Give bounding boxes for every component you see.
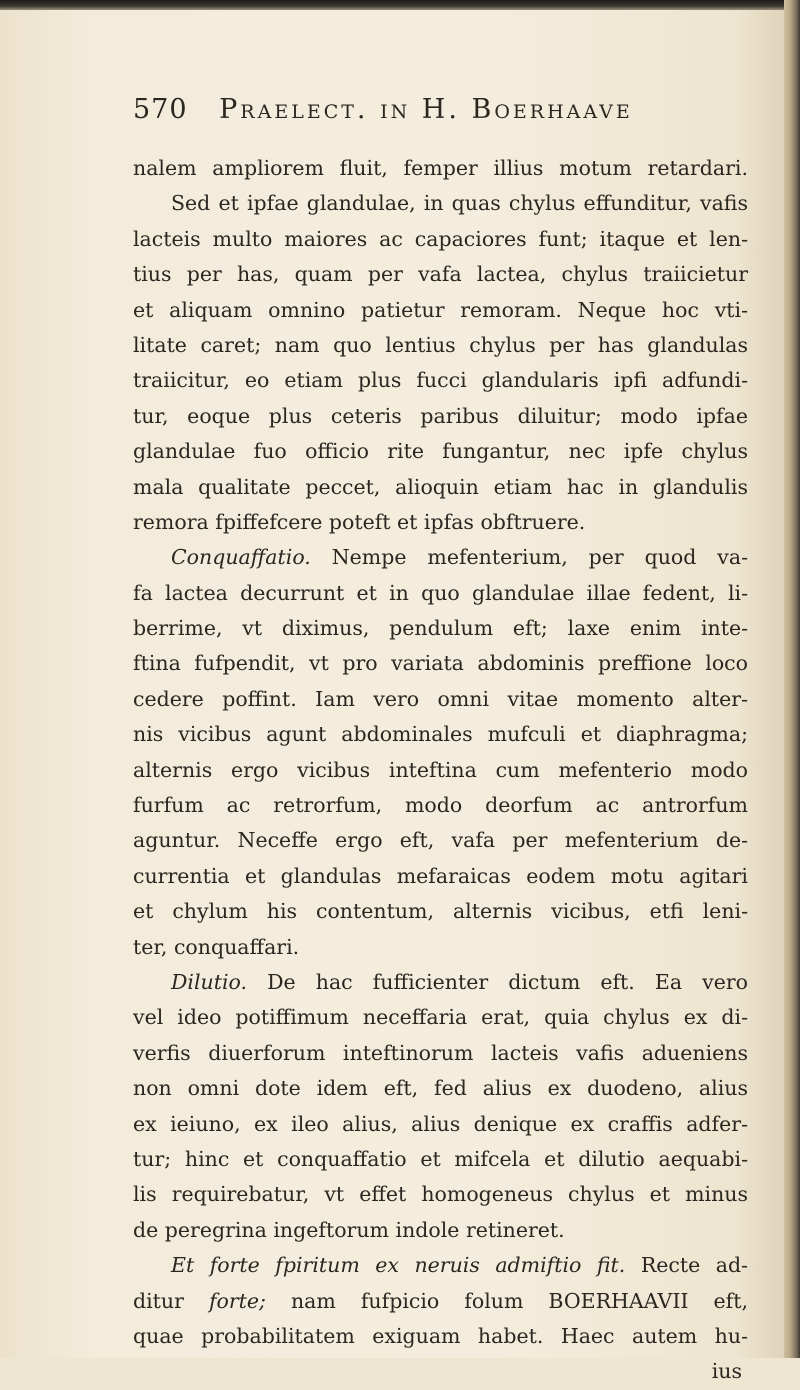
text-line: [133, 1213, 748, 1248]
text-line: [133, 399, 748, 434]
text-segment: ter, conquaffari.: [133, 934, 300, 959]
italic-segment: Dilutio.: [171, 969, 248, 994]
text-line: [133, 646, 748, 681]
text-segment: nalem ampliorem fluit, femper illius motum retardari.: [133, 156, 748, 180]
text-segment: aguntur. Neceffe ergo eft, vafa per mefenterium de-: [133, 828, 748, 853]
top-edge-shadow: [0, 0, 800, 10]
text-segment: verfis diuerforum inteftinorum lacteis vafis adueniens: [133, 1040, 748, 1065]
text-line: [133, 1142, 748, 1177]
catchword: [133, 1354, 748, 1389]
text-segment: Recte ad-: [625, 1253, 748, 1278]
text-line: [133, 788, 748, 823]
text-segment: nis vicibus agunt abdominales mufculi et diaphragma;: [133, 722, 748, 747]
text-line: [133, 1177, 748, 1212]
text-line: [133, 470, 748, 505]
text-segment: traiicitur, eo etiam plus fucci glandularis ipfi adfundi-: [133, 368, 748, 393]
text-segment: cedere poffint. Iam vero omni vitae momento alter-: [133, 686, 748, 711]
text-line: [133, 257, 748, 292]
text-line: [133, 930, 748, 965]
text-segment: nam fufpicio folum BOERHAAVII eft,: [265, 1288, 749, 1313]
text-line: [133, 363, 748, 398]
text-segment: tur, eoque plus ceteris paribus diluitur; modo ipfae: [133, 403, 748, 428]
text-line: [133, 1248, 748, 1283]
text-line: [133, 186, 748, 221]
text-line: [133, 1036, 748, 1071]
text-segment: vel ideo potiffimum neceffaria erat, quia chylus ex di-: [133, 1005, 748, 1030]
text-segment: glandulae fuo officio rite fungantur, nec ipfe chylus: [133, 439, 748, 464]
text-segment: furfum ac retrorfum, modo deorfum ac antrorfum: [133, 793, 748, 818]
text-line: [133, 717, 748, 752]
running-title: Praelect. in H. Boerhaave: [219, 94, 633, 125]
text-line: [133, 293, 748, 328]
text-segment: ius: [711, 1359, 742, 1384]
text-segment: berrime, vt diximus, pendulum eft; laxe enim inte-: [133, 616, 748, 641]
text-line: [133, 894, 748, 929]
text-segment: ditur: [133, 1288, 209, 1313]
text-line: [133, 611, 748, 646]
text-line: [133, 576, 748, 611]
text-line: [133, 859, 748, 894]
text-line: [133, 753, 748, 788]
text-segment: de peregrina ingeftorum indole retineret.: [133, 1217, 565, 1242]
text-segment: Nempe mefenterium, per quod va-: [310, 545, 748, 570]
text-segment: alternis ergo vicibus inteftina cum mefenterio modo: [133, 757, 748, 782]
text-line: [133, 328, 748, 363]
text-line: [133, 1000, 748, 1035]
page-gutter-edge: [784, 0, 800, 1358]
text-segment: ex ieiuno, ex ileo alius, alius denique ex craffis adfer-: [133, 1111, 748, 1136]
text-line: [133, 682, 748, 717]
text-line: [133, 222, 748, 257]
text-segment: lacteis multo maiores ac capaciores funt; itaque et len-: [133, 226, 748, 251]
text-segment: De hac fufficienter dictum eft. Ea vero: [247, 969, 748, 994]
body-text: [133, 151, 748, 1390]
italic-segment: Et forte fpiritum ex neruis admiftio fit.: [171, 1253, 626, 1278]
text-line: [133, 1071, 748, 1106]
text-segment: remora fpiffefcere poteft et ipfas obftruere.: [133, 509, 586, 534]
text-segment: mala qualitate peccet, alioquin etiam hac in glandulis: [133, 474, 748, 499]
text-segment: litate caret; nam quo lentius chylus per has glandulas: [133, 332, 748, 357]
text-line: [133, 1284, 748, 1319]
text-segment: quae probabilitatem exiguam habet. Haec autem hu-: [133, 1323, 748, 1348]
italic-segment: Conquaffatio.: [171, 545, 311, 570]
text-segment: Sed et ipfae glandulae, in quas chylus effunditur, vafis: [171, 191, 748, 216]
italic-segment: forte;: [208, 1288, 266, 1313]
text-line: [133, 505, 748, 540]
text-segment: non omni dote idem eft, fed alius ex duodeno, alius: [133, 1076, 748, 1101]
text-segment: lis requirebatur, vt effet homogeneus chylus et minus: [133, 1182, 748, 1207]
text-line: [133, 823, 748, 858]
text-line: [133, 965, 748, 1000]
running-head: [133, 94, 733, 134]
text-segment: et chylum his contentum, alternis vicibus, etfi leni-: [133, 899, 748, 924]
text-segment: tur; hinc et conquaffatio et mifcela et dilutio aequabi-: [133, 1146, 748, 1171]
text-line: [133, 151, 748, 186]
text-line: [133, 1107, 748, 1142]
text-segment: ftina fufpendit, vt pro variata abdominis preffione loco: [133, 651, 748, 676]
text-line: [133, 540, 748, 575]
text-line: [133, 1319, 748, 1354]
text-line: [133, 434, 748, 469]
text-segment: fa lactea decurrunt et in quo glandulae illae fedent, li-: [133, 580, 748, 605]
text-segment: currentia et glandulas mefaraicas eodem motu agitari: [133, 863, 748, 888]
page-number: 570: [133, 94, 188, 125]
text-segment: et aliquam omnino patietur remoram. Neque hoc vti-: [133, 297, 748, 322]
text-segment: tius per has, quam per vafa lactea, chylus traiicietur: [133, 262, 748, 287]
